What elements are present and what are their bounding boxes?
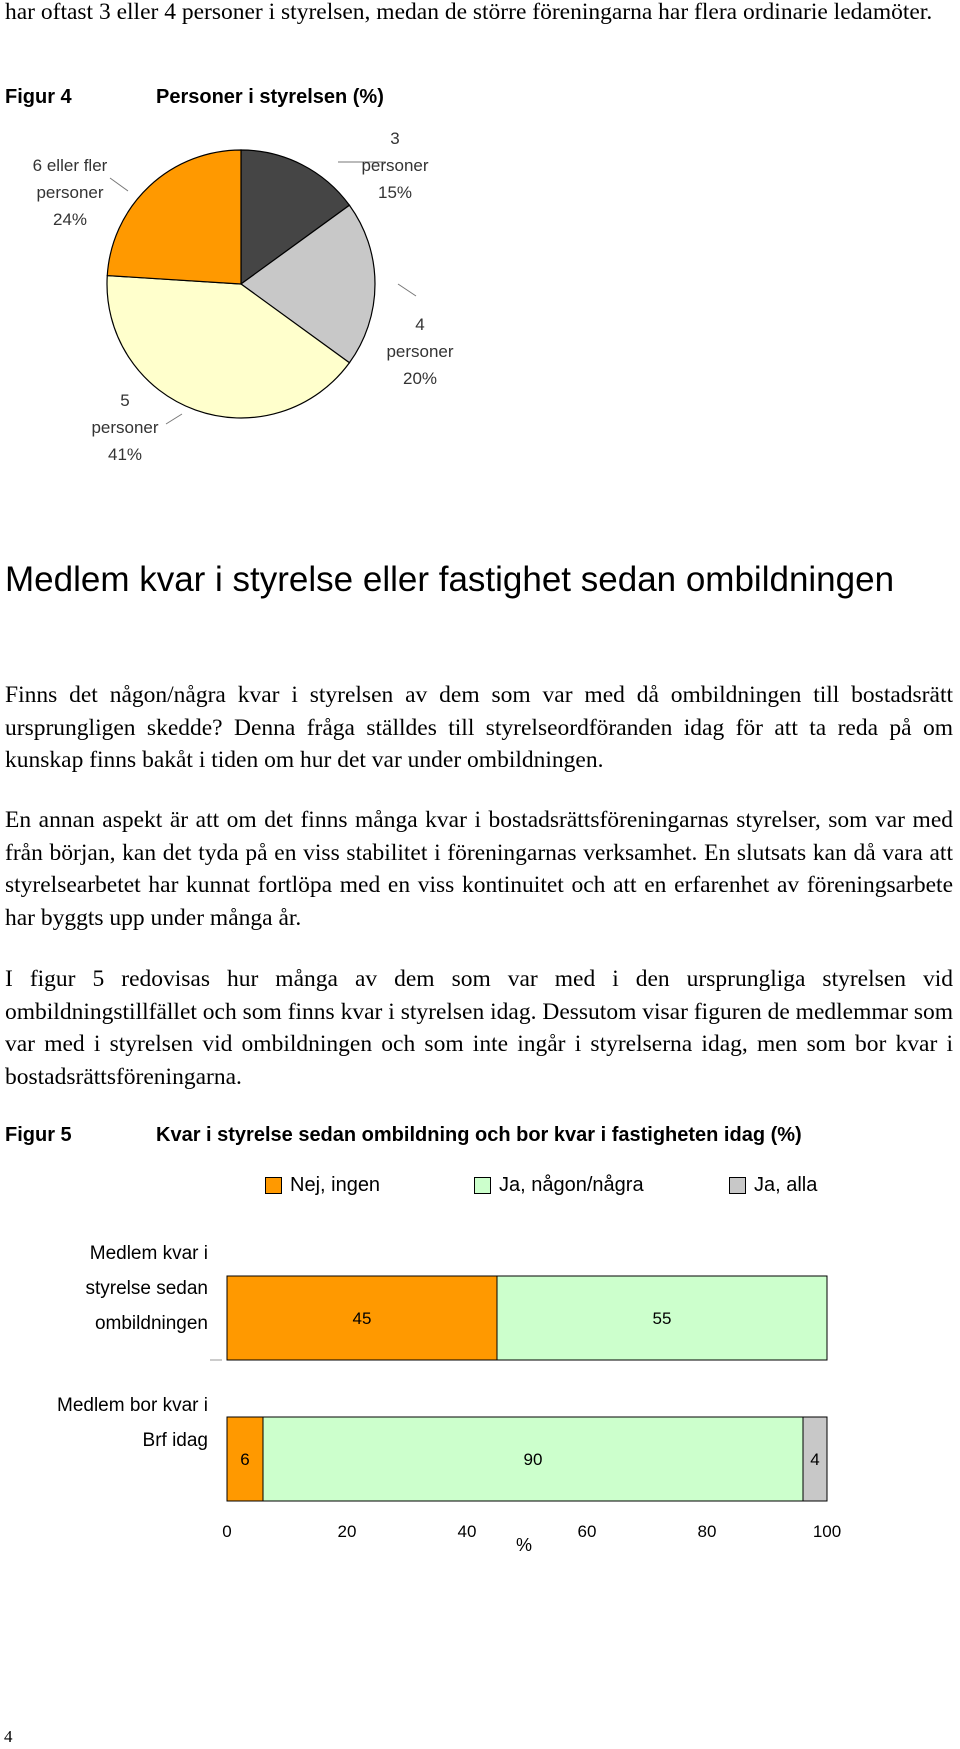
paragraph-3: I figur 5 redovisas hur många av dem som var med i den ursprungliga styrelsen vid ombildningstillfället och som finns kvar i styrelsen idag. Dessutom visar figuren de medlemmar som var med i styrelsen vid ombildningen och som inte ingår i styrelserna idag, men som bor kvar i bostadsrättsföreningarna. xyxy=(5,966,953,1090)
x-tick-40: 40 xyxy=(457,1522,477,1541)
page-number: 4 xyxy=(4,1727,13,1746)
legend-label-ja-nagon: Ja, någon/några xyxy=(499,1174,644,1196)
bar-value-label-row2-series2: 90 xyxy=(523,1450,543,1469)
figure4-title: Personer i styrelsen (%) xyxy=(156,86,384,108)
x-tick-0: 0 xyxy=(222,1522,232,1541)
pie-label-four: 4 personer 20% xyxy=(386,315,454,388)
legend-label-nej: Nej, ingen xyxy=(290,1174,381,1196)
x-tick-60: 60 xyxy=(577,1522,597,1541)
bar-value-label-row2-series1: 6 xyxy=(240,1450,250,1469)
figure4-label: Figur 4 xyxy=(5,86,72,108)
section-heading: Medlem kvar i styrelse eller fastighet sedan ombildningen xyxy=(5,560,895,599)
paragraph-1: Finns det någon/några kvar i styrelsen av dem som var med då ombildningen till bostadsrätt ursprungligen skedde? Denna fråga ställdes till styrelseordföranden idag för att ta reda på om kunskap finns bakåt i tiden om hur det var under ombildningen. xyxy=(5,682,953,773)
x-tick-100: 100 xyxy=(812,1522,842,1541)
x-tick-80: 80 xyxy=(697,1522,717,1541)
row-label-styrelse: Medlem kvar i styrelse sedan ombildningen xyxy=(85,1243,208,1334)
x-axis-label: % xyxy=(516,1535,533,1555)
bar-value-label-row2-series3: 4 xyxy=(810,1450,820,1469)
legend-label-ja-alla: Ja, alla xyxy=(754,1174,818,1196)
pie-label-six: 6 eller fler personer 24% xyxy=(32,156,108,229)
bar-value-label-row1-series1: 45 xyxy=(352,1309,372,1328)
pie-label-three: 3 personer 15% xyxy=(361,129,429,202)
intro-paragraph: har oftast 3 eller 4 personer i styrelsen, medan de större föreningarna har flera ordinarie ledamöter. xyxy=(5,0,933,25)
x-tick-20: 20 xyxy=(337,1522,357,1541)
row-label-brf: Medlem bor kvar i Brf idag xyxy=(57,1395,208,1451)
bar-value-label-row1-series2: 55 xyxy=(652,1309,672,1328)
paragraph-2: En annan aspekt är att om det finns många kvar i bostadsrättsföreningarnas styrelser, som var med från början, kan det tyda på en viss stabilitet i föreningarnas verksamhet. En slutsats kan då vara att styrelsearbetet har kunnat fortlöpa med en viss kontinuitet och att en erfarenhet av föreningsarbete har byggts upp under många år. xyxy=(5,807,953,931)
figure5-title: Kvar i styrelse sedan ombildning och bor kvar i fastigheten idag (%) xyxy=(156,1124,802,1146)
figure5-label: Figur 5 xyxy=(5,1124,72,1146)
pie-label-five: 5 personer 41% xyxy=(91,391,159,464)
